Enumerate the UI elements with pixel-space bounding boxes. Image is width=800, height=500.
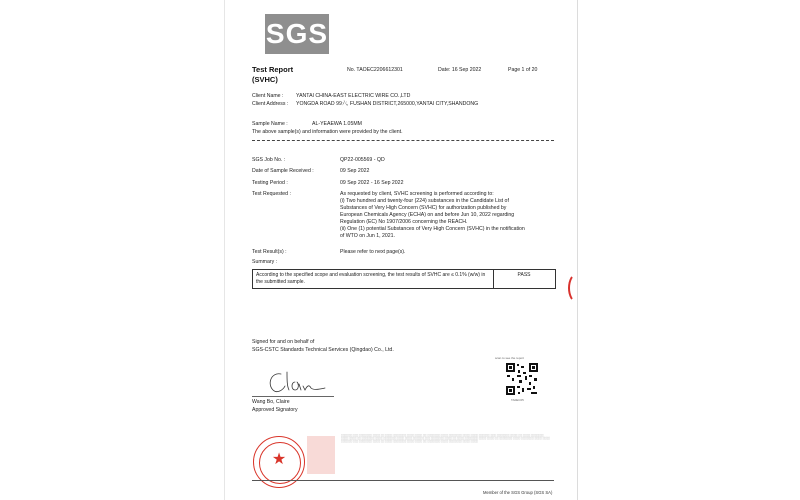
signatory-name: Wang Bo, Claire	[252, 399, 290, 405]
sgs-group-member: Member of the SGS Group (SGS SA)	[483, 490, 553, 495]
test-requested-label: Test Requested :	[252, 191, 291, 197]
client-address-label: Client Address :	[252, 101, 289, 107]
test-requested-line: of WTO on Jun 1, 2021.	[340, 233, 395, 239]
received-date-label: Date of Sample Received :	[252, 168, 314, 174]
report-title: Test Report (SVHC)	[252, 65, 294, 84]
testing-period-label: Testing Period :	[252, 180, 288, 186]
client-name-label: Client Name :	[252, 93, 284, 99]
job-no-value: QP22-005569 - QD	[340, 157, 385, 163]
test-results-value: Please refer to next page(s).	[340, 249, 406, 255]
report-number: No. TAOEC2206612301	[347, 67, 403, 73]
sample-note: The above sample(s) and information were provided by the client.	[252, 129, 403, 135]
qr-code-id: TA0EC05	[511, 398, 524, 402]
fine-print: ░░░░░░ ░░░ ░░░░░░░ ░░░░ ░░ ░░░░ ░░░░░░░ ░░░░ ░░░░ ░░ ░░░░░░░ ░░░░ ░░░░░░░ ░░░░ ░░░░ ░░░░░░ ░░░ ░░░░░░░ ░░░░ ░░ ░░░░ ░░░░░░░ ░░░░ ░░░░ ░░ ░░░░░░░ ░░░░ ░░░░░░░ ░░░░ ░░░░ ░░░░░░ ░░░ ░░░░░░░ ░░░░ ░░ ░░░░ ░░░░░░░ ░░░░ ░░░░ ░░ ░░░░░░░ ░░░░ ░░░░░░░ ░░░░ ░░░░ ░░░░░░ ░░░ ░░░░░░░ ░░░░ ░░ ░░░░ ░░░░░░░ ░░░░ ░░░░ ░░ ░░░░░░░ ░░░░ ░░░░░░░ ░░░░ ░░░░	[341, 434, 550, 444]
received-date-value: 09 Sep 2022	[340, 168, 370, 174]
test-requested-line: (i) Two hundred and twenty-four (224) substances in the Candidate List of	[340, 198, 509, 204]
footer-rule	[252, 480, 554, 481]
qr-code-icon[interactable]	[505, 362, 539, 396]
job-no-label: SGS Job No. :	[252, 157, 286, 163]
summary-label: Summary :	[252, 259, 278, 265]
qr-caption: scan to see the report	[495, 356, 525, 360]
logo-text: SGS	[265, 18, 329, 49]
report-page	[224, 0, 578, 500]
sample-name-label: Sample Name :	[252, 121, 288, 127]
signed-for: Signed for and on behalf of	[252, 339, 315, 345]
red-annotation-mark	[568, 273, 586, 303]
page-number: Page 1 of 20	[508, 67, 538, 73]
sgs-logo	[265, 14, 329, 54]
report-date: Date: 16 Sep 2022	[438, 67, 482, 73]
divider	[252, 140, 554, 141]
signatory-role: Approved Signatory	[252, 407, 298, 413]
seal-overlay	[307, 436, 335, 474]
sample-name-value: AL-YEAEWA 1.05MM	[312, 121, 362, 127]
client-address-value: YONGDA ROAD 99六, FUSHAN DISTRICT,265000,YANTAI CITY,SHANDONG	[296, 101, 479, 107]
seal-star-icon: ★	[271, 451, 287, 468]
testing-period-value: 09 Sep 2022 - 16 Sep 2022	[340, 180, 404, 186]
summary-result: PASS	[517, 272, 531, 278]
test-results-label: Test Result(s) :	[252, 249, 287, 255]
test-requested-line: European Chemicals Agency (ECHA) on and before Jun 10, 2022 regarding	[340, 212, 515, 218]
test-requested-line: As requested by client, SVHC screening is performed according to:	[340, 191, 494, 197]
summary-table	[252, 269, 556, 289]
signature-line	[252, 396, 334, 397]
handwritten-signature	[265, 368, 335, 396]
summary-text: According to the specified scope and evaluation screening, the test results of SVHC are ≤ 0.1% (w/w) in the submitted sample.	[256, 272, 486, 285]
test-requested-line: Substances of Very High Concern (SVHC) for authorization published by	[340, 205, 507, 211]
test-requested-line: (ii) One (1) potential Substances of Very High Concern (SVHC) in the notification	[340, 226, 525, 232]
test-requested-line: Regulation (EC) No 1907/2006 concerning the REACH.	[340, 219, 468, 225]
signing-company: SGS-CSTC Standards Technical Services (Qingdao) Co., Ltd.	[252, 347, 394, 353]
client-name-value: YANTAI CHINA-EAST ELECTRIC WIRE CO.,LTD	[296, 93, 411, 99]
